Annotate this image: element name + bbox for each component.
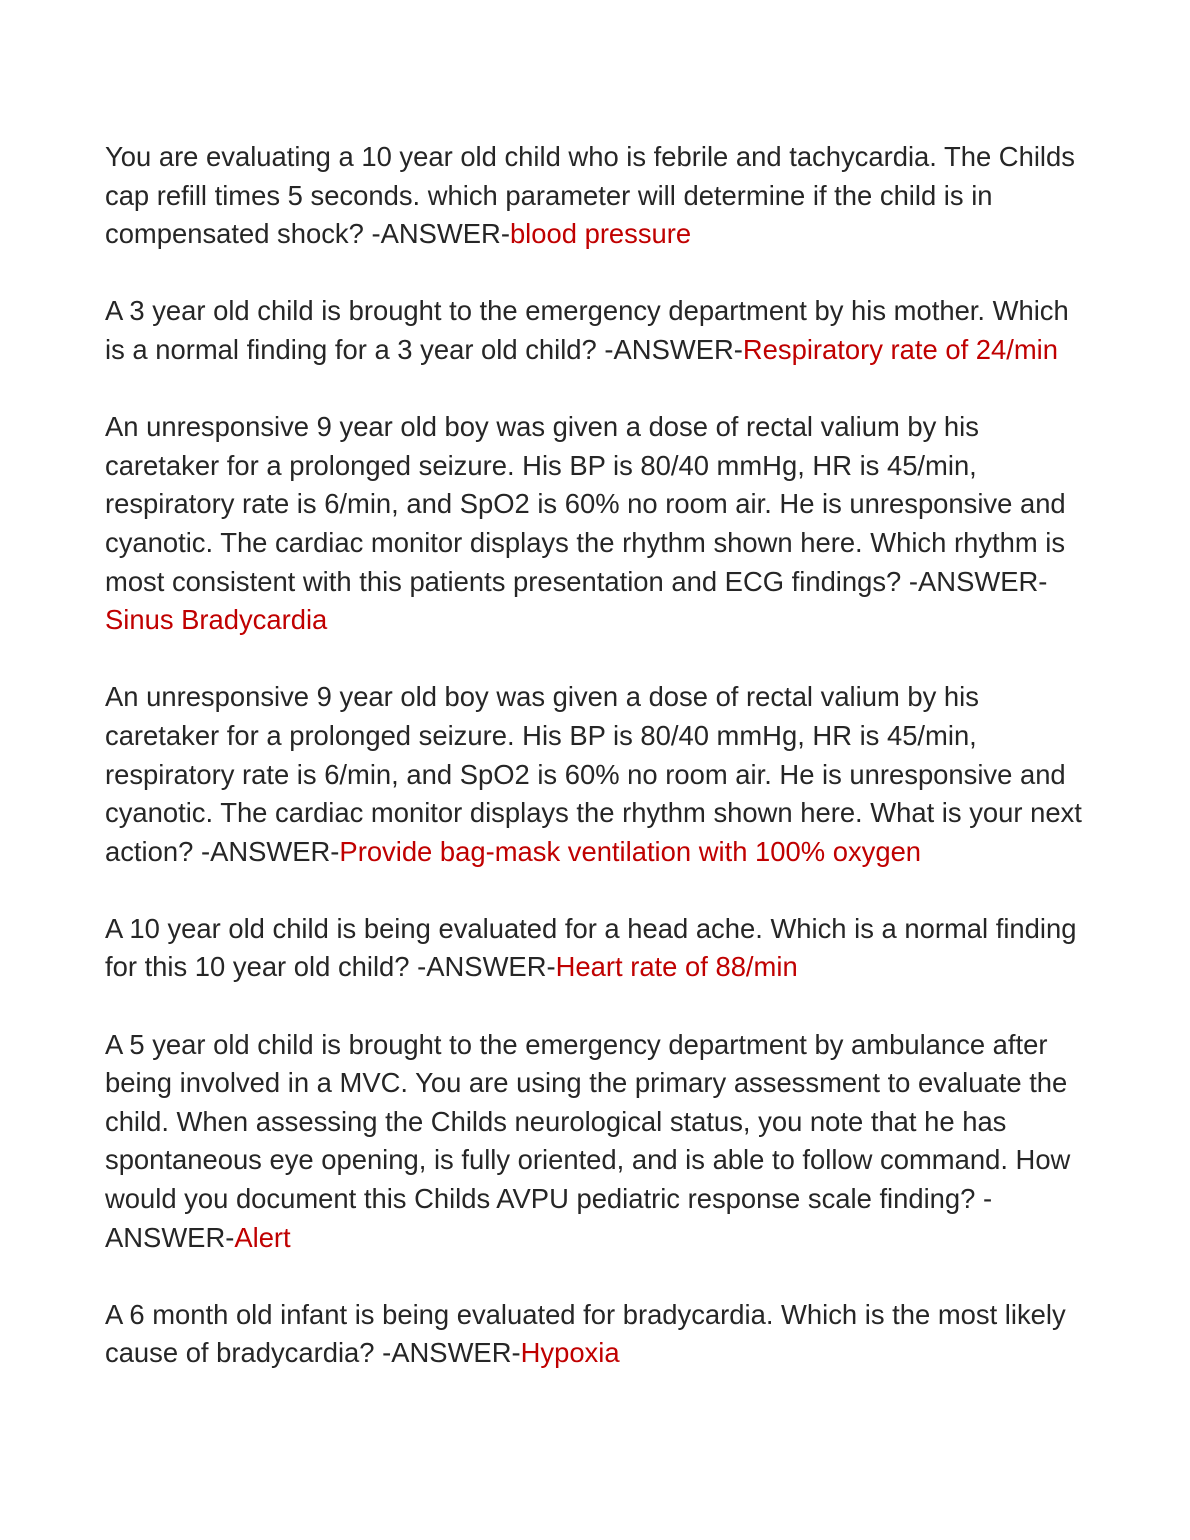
answer-label: -ANSWER- <box>105 1183 993 1253</box>
answer-label: -ANSWER- <box>908 565 1048 597</box>
answer-label: -ANSWER- <box>604 333 743 365</box>
question-text: A 10 year old child is being evaluated for a head ache. Which is a normal finding for this 10 year old child? <box>105 912 1077 983</box>
answer-text: Sinus Bradycardia <box>105 604 328 636</box>
document-page <box>105 138 1090 1412</box>
answer-text: Alert <box>234 1221 291 1253</box>
answer-text: Hypoxia <box>520 1337 620 1369</box>
question-text: A 3 year old child is brought to the emergency department by his mother. Which is a normal finding for a 3 year old child? <box>105 295 1069 365</box>
qa-item-2 <box>105 292 1090 369</box>
qa-item-6 <box>105 1026 1090 1258</box>
answer-text: Respiratory rate of 24/min <box>742 333 1059 365</box>
answer-label: -ANSWER- <box>371 218 510 250</box>
answer-label: -ANSWER- <box>417 951 556 983</box>
answer-text: blood pressure <box>509 218 692 250</box>
qa-item-4 <box>105 678 1090 871</box>
qa-item-1 <box>105 138 1090 254</box>
question-text: A 5 year old child is brought to the emergency department by ambulance after being involved in a MVC. You are using the primary assessment to evaluate the child. When assessing the Childs neurological status, you note that he has spontaneous eye opening, is fully oriented, and is able to follow command. How would you document this Childs AVPU pediatric response scale finding? <box>105 1028 1071 1215</box>
answer-label: -ANSWER- <box>382 1337 521 1369</box>
answer-text: Provide bag-mask ventilation with 100% oxygen <box>339 835 922 867</box>
qa-item-5 <box>105 910 1090 987</box>
question-text: You are evaluating a 10 year old child who is febrile and tachycardia. The Childs cap refill times 5 seconds. which parameter will determine if the child is in compensated shock? <box>105 141 1075 250</box>
question-text: A 6 month old infant is being evaluated for bradycardia. Which is the most likely cause of bradycardia? <box>105 1298 1066 1369</box>
qa-item-7 <box>105 1296 1090 1373</box>
answer-label: -ANSWER- <box>200 835 340 867</box>
qa-item-3 <box>105 408 1090 640</box>
question-text: An unresponsive 9 year old boy was given a dose of rectal valium by his caretaker for a prolonged seizure. His BP is 80/40 mmHg, HR is 45/min, respiratory rate is 6/min, and SpO2 is 60% no room air. He is unresponsive and cyanotic. The cardiac monitor displays the rhythm shown here. Which rhythm is most consistent with this patients presentation and ECG findings? <box>105 411 1066 597</box>
question-text: An unresponsive 9 year old boy was given a dose of rectal valium by his caretaker for a prolonged seizure. His BP is 80/40 mmHg, HR is 45/min, respiratory rate is 6/min, and SpO2 is 60% no room air. He is unresponsive and cyanotic. The cardiac monitor displays the rhythm shown here. What is your next action? <box>105 681 1082 867</box>
answer-text: Heart rate of 88/min <box>555 951 798 983</box>
